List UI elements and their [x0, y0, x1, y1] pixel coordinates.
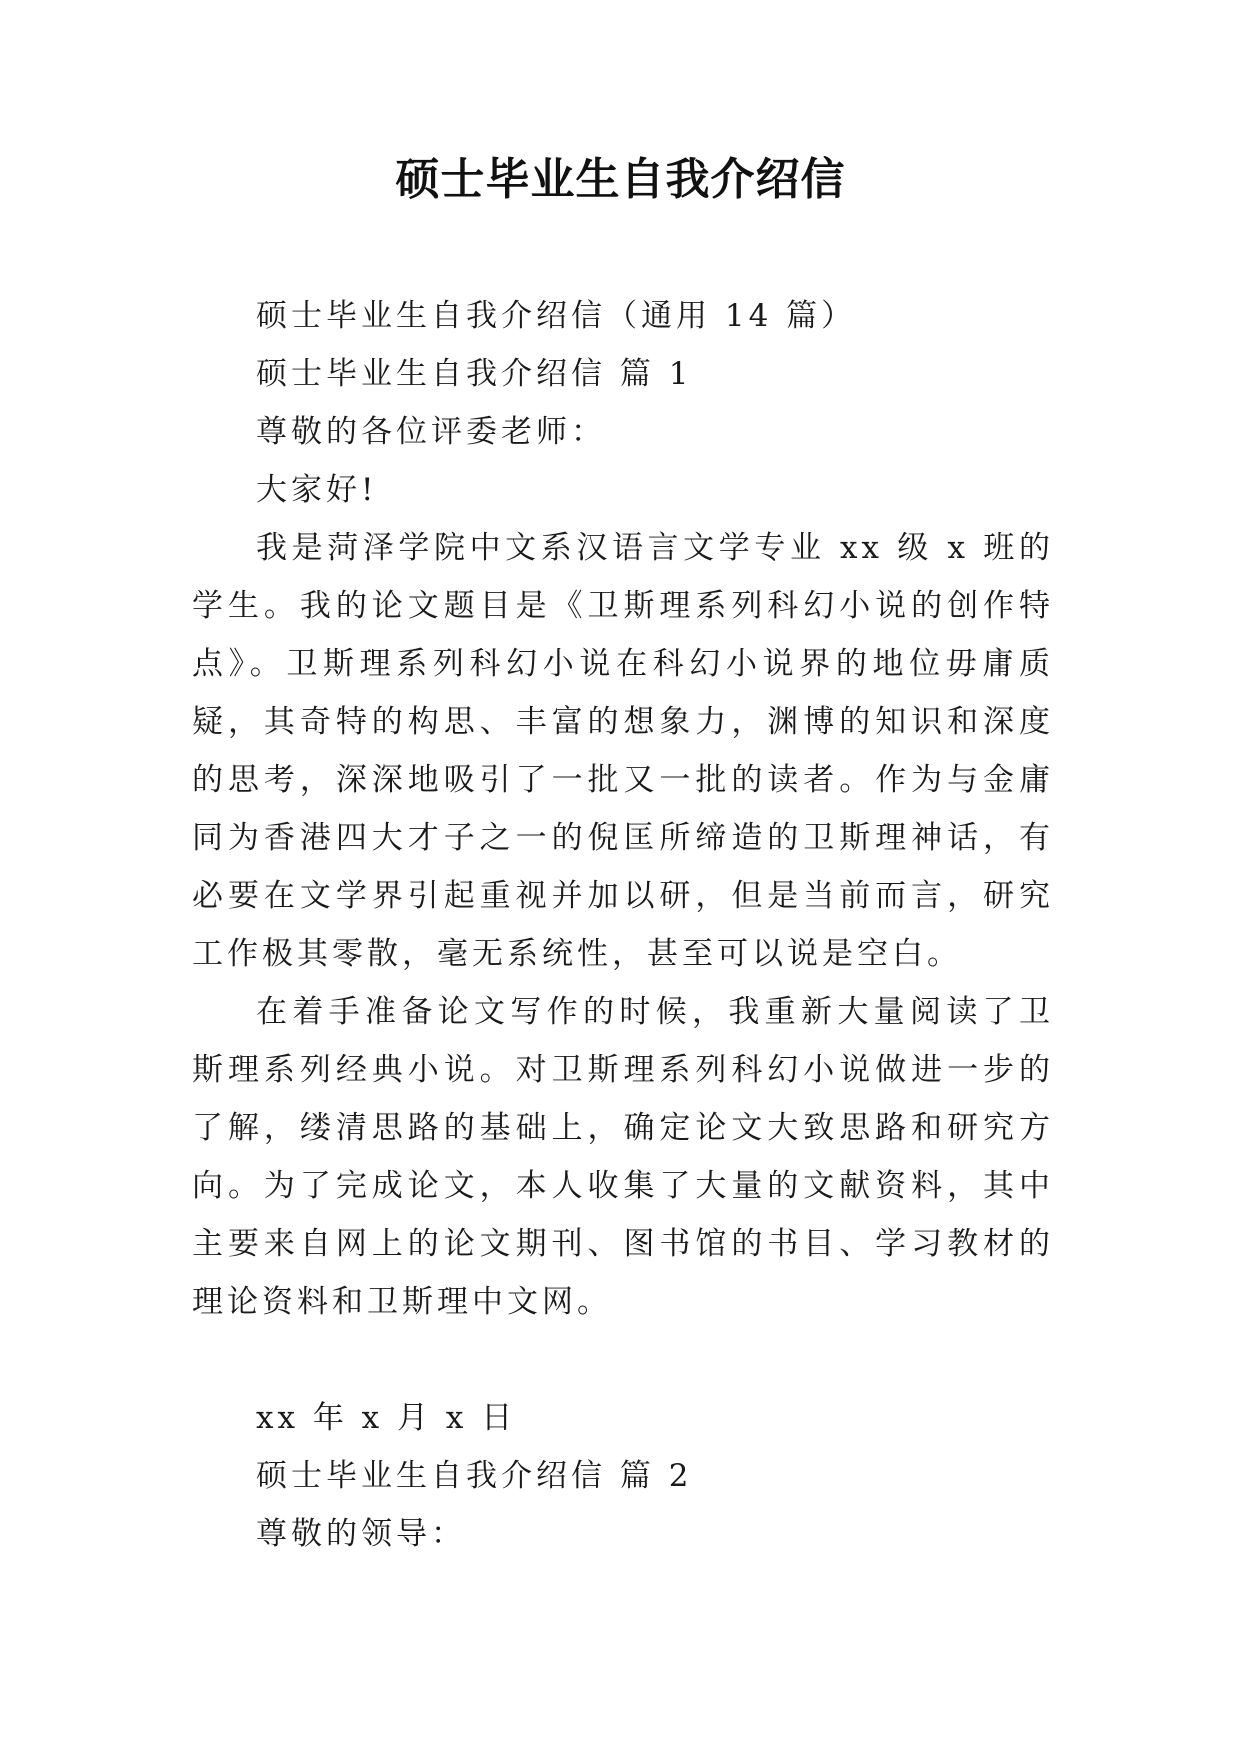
- document-body: [192, 287, 1054, 1563]
- document-title: 硕士毕业生自我介绍信: [395, 154, 846, 205]
- spacer: [192, 1331, 1054, 1389]
- section-2-heading: 硕士毕业生自我介绍信 篇 2: [256, 1458, 693, 1494]
- salutation-2: 尊敬的领导：: [256, 1516, 466, 1552]
- date-line: xx 年 x 月 x 日: [256, 1400, 517, 1436]
- paragraph-1: 我是菏泽学院中文系汉语言文学专业 xx 级 x 班的学生。我的论文题目是《卫斯理系列科幻小说的创作特点》。卫斯理系列科幻小说在科幻小说界的地位毋庸质疑，其奇特的构思、丰富的想象力，渊博的知识和深度的思考，深深地吸引了一批又一批的读者。作为与金庸同为香港四大才子之一的倪匡所缔造的卫斯理神话，有必要在文学界引起重视并加以研，但是当前而言，研究工作极其零散，毫无系统性，甚至可以说是空白。: [192, 530, 1054, 972]
- greeting: 大家好!: [256, 472, 378, 508]
- section-1-heading: 硕士毕业生自我介绍信 篇 1: [256, 356, 693, 392]
- paragraph-2: 在着手准备论文写作的时候，我重新大量阅读了卫斯理系列经典小说。对卫斯理系列科幻小说做进一步的了解，缕清思路的基础上，确定论文大致思路和研究方向。为了完成论文，本人收集了大量的文献资料，其中主要来自网上的论文期刊、图书馆的书目、学习教材的理论资料和卫斯理中文网。: [192, 994, 1054, 1320]
- salutation-1: 尊敬的各位评委老师：: [256, 414, 606, 450]
- subtitle: 硕士毕业生自我介绍信（通用 14 篇）: [256, 298, 857, 334]
